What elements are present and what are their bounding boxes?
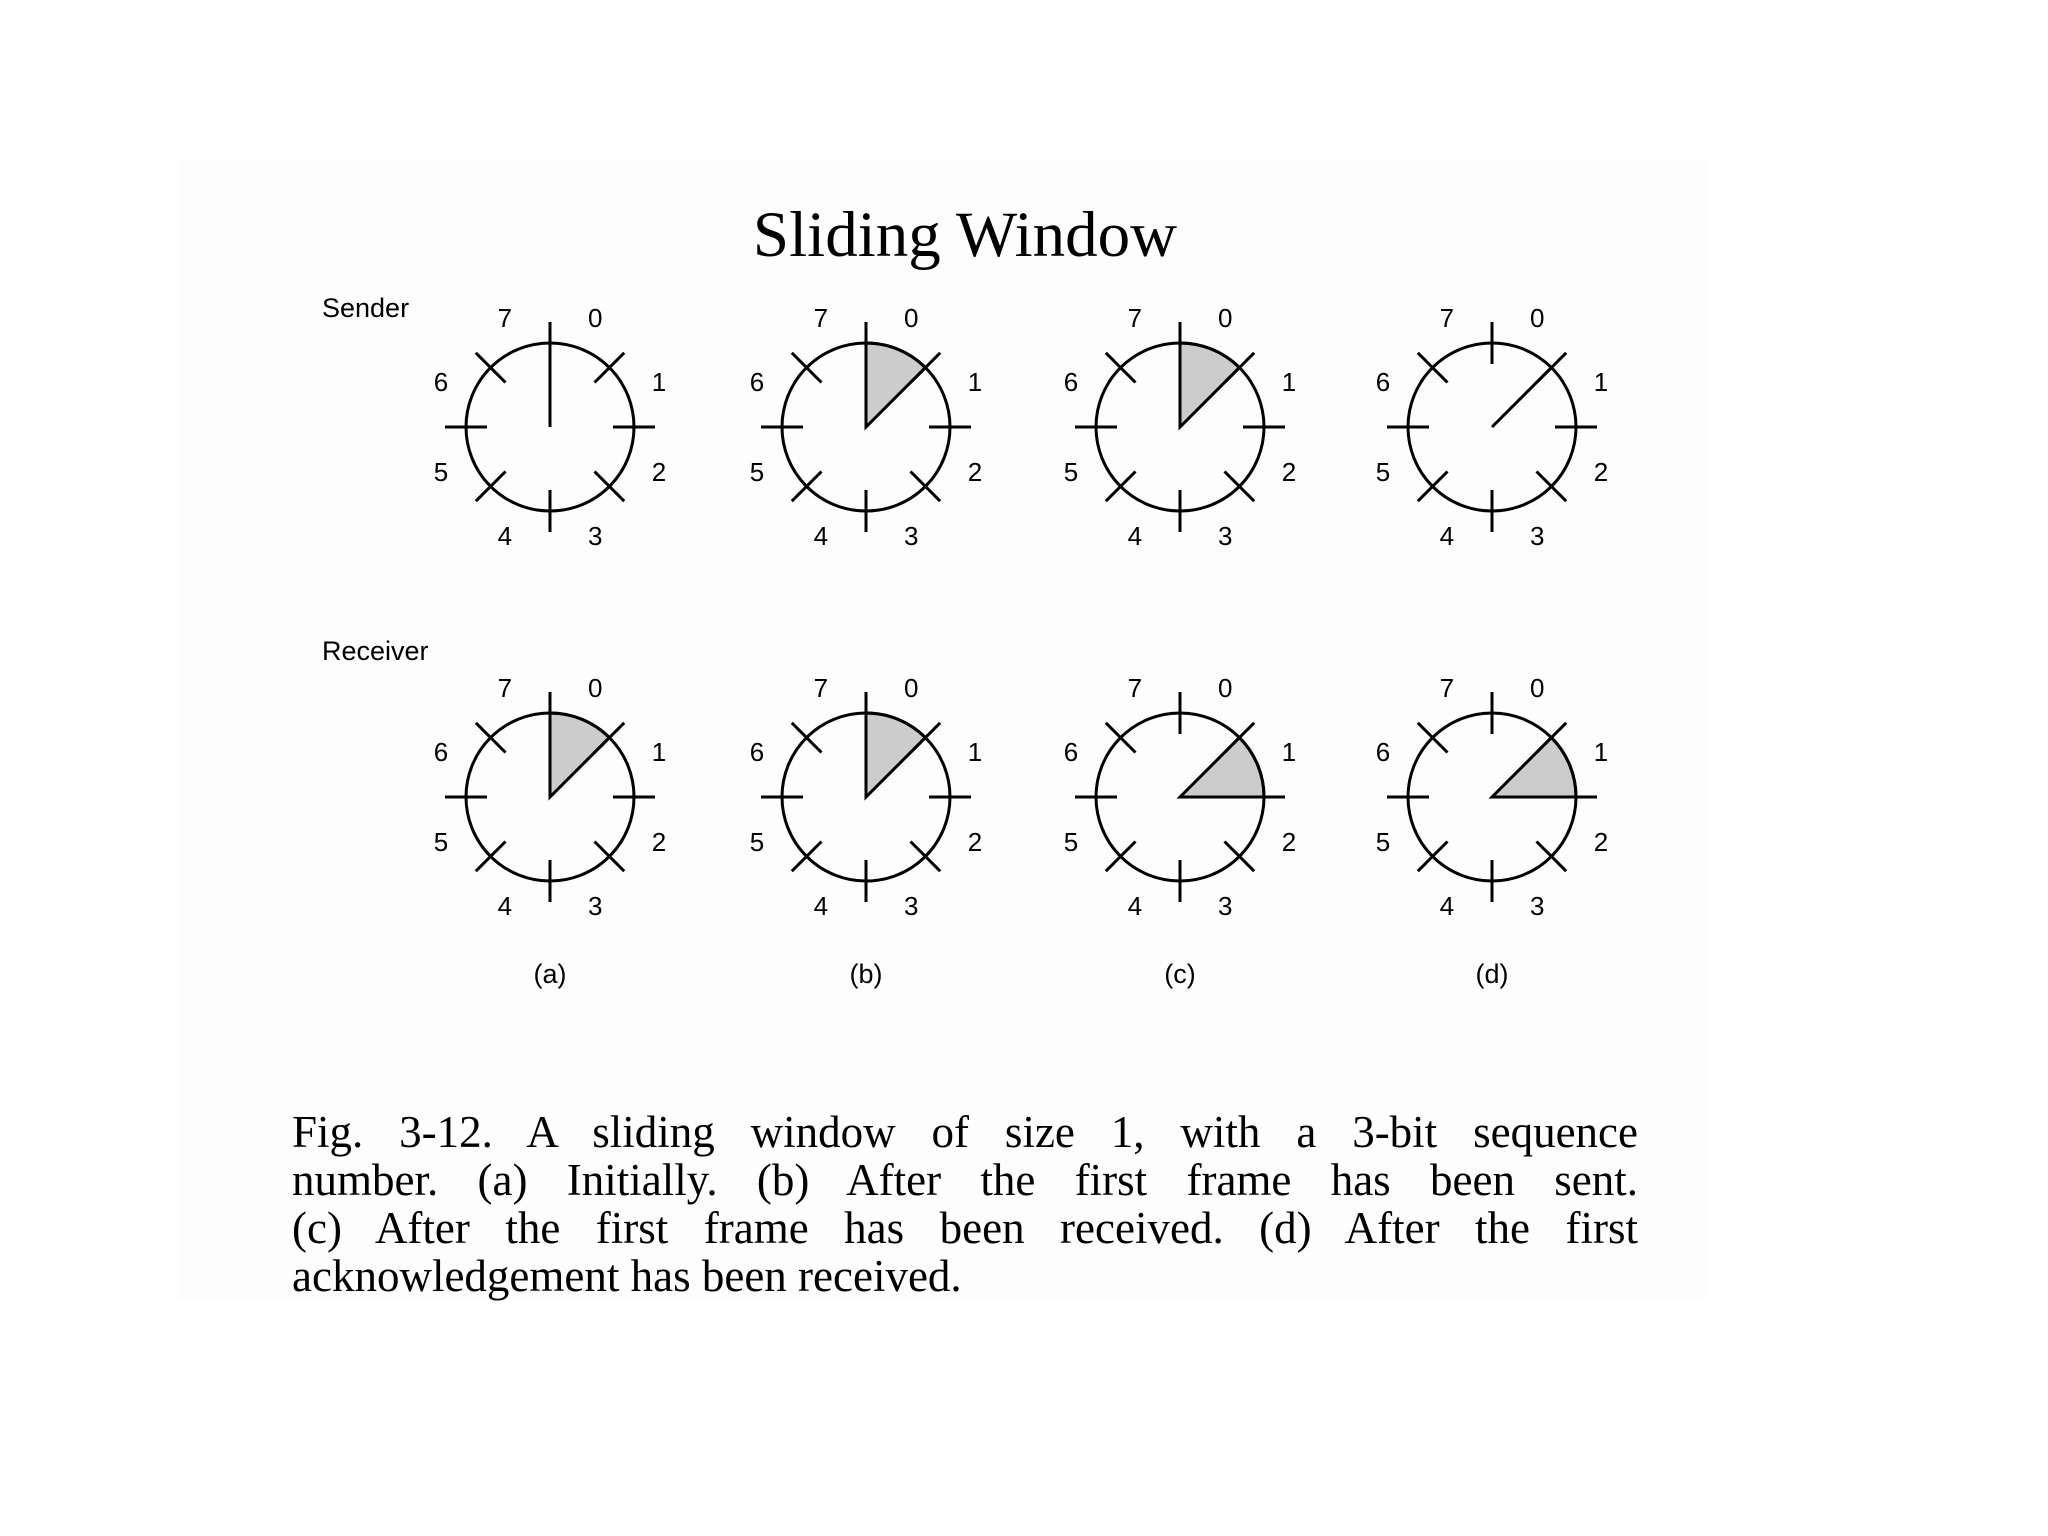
sender-seq-label-a-1: 1 <box>651 366 667 397</box>
receiver-seq-label-d-3: 3 <box>1529 891 1545 921</box>
sender-seq-label-c-0: 0 <box>1217 303 1233 333</box>
receiver-dial-d <box>1376 673 1608 921</box>
sender-seq-label-c-1: 1 <box>1281 366 1297 397</box>
receiver-seq-label-a-4: 4 <box>497 891 513 921</box>
receiver-seq-label-a-7: 7 <box>497 673 513 703</box>
sender-seq-label-c-3: 3 <box>1217 521 1233 551</box>
figure-caption <box>292 1108 1638 1300</box>
sender-seq-label-a-0: 0 <box>587 303 603 333</box>
sender-seq-label-c-5: 5 <box>1063 457 1079 488</box>
receiver-window-sector-a <box>550 713 609 797</box>
receiver-seq-label-d-4: 4 <box>1439 891 1455 921</box>
subfigure-label-c: (c) <box>1164 959 1196 989</box>
sender-seq-label-d-7: 7 <box>1439 303 1455 333</box>
sender-seq-label-b-3: 3 <box>903 521 919 551</box>
receiver-seq-label-c-4: 4 <box>1127 891 1143 921</box>
receiver-seq-label-b-5: 5 <box>749 827 765 858</box>
sender-seq-label-b-4: 4 <box>813 521 829 551</box>
sender-window-sector-b <box>866 343 925 427</box>
sender-dial-b <box>750 303 982 551</box>
receiver-dial-c <box>1064 673 1296 921</box>
receiver-seq-label-d-7: 7 <box>1439 673 1455 703</box>
receiver-seq-label-b-2: 2 <box>967 827 983 858</box>
receiver-seq-label-a-2: 2 <box>651 827 667 858</box>
sender-seq-label-b-5: 5 <box>749 457 765 488</box>
receiver-seq-label-a-5: 5 <box>433 827 449 858</box>
receiver-seq-label-b-0: 0 <box>903 673 919 703</box>
receiver-seq-label-c-3: 3 <box>1217 891 1233 921</box>
caption-line-1: Fig. 3-12. A sliding window of size 1, with a 3-bit sequence <box>292 1107 1638 1157</box>
sender-seq-label-d-1: 1 <box>1593 366 1609 397</box>
sender-seq-label-a-4: 4 <box>497 521 513 551</box>
receiver-seq-label-a-6: 6 <box>433 736 449 767</box>
subfigure-label-d: (d) <box>1475 959 1509 989</box>
sender-seq-label-a-5: 5 <box>433 457 449 488</box>
receiver-seq-label-b-7: 7 <box>813 673 829 703</box>
sender-seq-label-a-3: 3 <box>587 521 603 551</box>
receiver-seq-label-d-5: 5 <box>1375 827 1391 858</box>
receiver-seq-label-d-2: 2 <box>1593 827 1609 858</box>
receiver-seq-label-c-2: 2 <box>1281 827 1297 858</box>
receiver-seq-label-c-7: 7 <box>1127 673 1143 703</box>
sender-seq-label-a-2: 2 <box>651 457 667 488</box>
sender-dial-d <box>1376 303 1608 551</box>
receiver-seq-label-b-1: 1 <box>967 736 983 767</box>
receiver-seq-label-c-1: 1 <box>1281 736 1297 767</box>
page-title: Sliding Window <box>752 199 1178 271</box>
sender-seq-label-d-0: 0 <box>1529 303 1545 333</box>
sender-seq-label-d-6: 6 <box>1375 366 1391 397</box>
receiver-seq-label-a-3: 3 <box>587 891 603 921</box>
sender-seq-label-a-7: 7 <box>497 303 513 333</box>
receiver-seq-label-c-6: 6 <box>1063 736 1079 767</box>
receiver-dial-a <box>434 673 666 921</box>
receiver-seq-label-b-3: 3 <box>903 891 919 921</box>
sender-seq-label-b-2: 2 <box>967 457 983 488</box>
sender-seq-label-c-7: 7 <box>1127 303 1143 333</box>
sender-seq-label-d-4: 4 <box>1439 521 1455 551</box>
receiver-seq-label-c-5: 5 <box>1063 827 1079 858</box>
receiver-seq-label-c-0: 0 <box>1217 673 1233 703</box>
sender-window-sector-c <box>1180 343 1239 427</box>
receiver-dial-b <box>750 673 982 921</box>
receiver-window-sector-c <box>1180 738 1264 797</box>
sender-dial-a <box>434 303 666 551</box>
subfigure-label-a: (a) <box>533 959 567 989</box>
sender-dial-c <box>1064 303 1296 551</box>
receiver-seq-label-d-1: 1 <box>1593 736 1609 767</box>
sender-seq-label-c-4: 4 <box>1127 521 1143 551</box>
receiver-seq-label-d-6: 6 <box>1375 736 1391 767</box>
sender-seq-label-d-5: 5 <box>1375 457 1391 488</box>
receiver-row-label: Receiver <box>322 636 429 666</box>
receiver-seq-label-b-4: 4 <box>813 891 829 921</box>
sender-seq-label-d-3: 3 <box>1529 521 1545 551</box>
receiver-seq-label-d-0: 0 <box>1529 673 1545 703</box>
caption-line-4: acknowledgement has been received. <box>292 1251 962 1301</box>
receiver-seq-label-b-6: 6 <box>749 736 765 767</box>
sender-seq-label-b-1: 1 <box>967 366 983 397</box>
receiver-seq-label-a-0: 0 <box>587 673 603 703</box>
sender-seq-label-b-0: 0 <box>903 303 919 333</box>
sender-seq-label-b-6: 6 <box>749 366 765 397</box>
subfigure-label-b: (b) <box>849 959 883 989</box>
sender-seq-label-a-6: 6 <box>433 366 449 397</box>
receiver-window-sector-b <box>866 713 925 797</box>
sender-seq-label-c-6: 6 <box>1063 366 1079 397</box>
receiver-window-sector-d <box>1492 738 1576 797</box>
sender-row-label: Sender <box>322 293 410 323</box>
caption-line-2: number. (a) Initially. (b) After the first frame has been sent. <box>292 1155 1638 1205</box>
sender-seq-label-c-2: 2 <box>1281 457 1297 488</box>
receiver-seq-label-a-1: 1 <box>651 736 667 767</box>
caption-line-3: (c) After the first frame has been received. (d) After the first <box>292 1203 1638 1253</box>
sender-seq-label-b-7: 7 <box>813 303 829 333</box>
sender-seq-label-d-2: 2 <box>1593 457 1609 488</box>
